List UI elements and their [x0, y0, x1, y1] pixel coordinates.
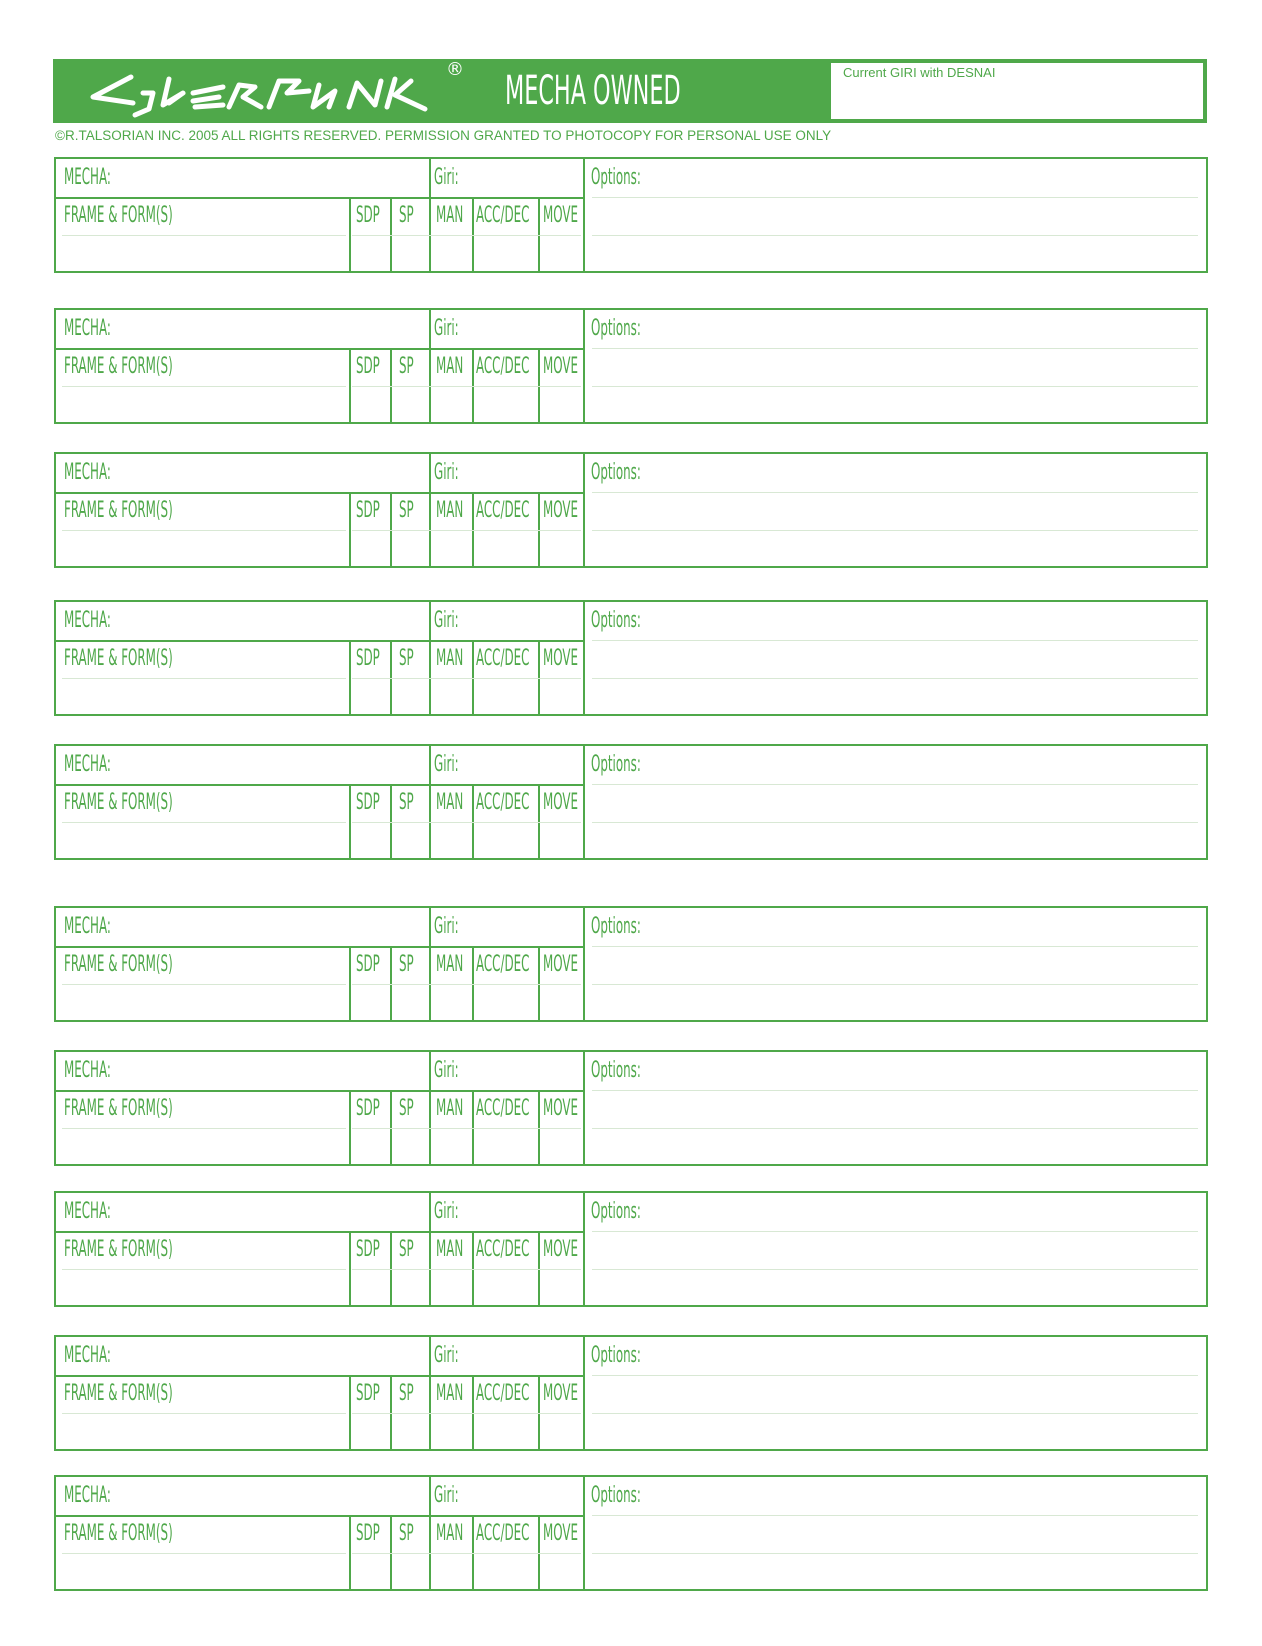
sdp-input[interactable]	[352, 824, 388, 856]
move-input[interactable]	[541, 824, 581, 856]
sp-label: SP	[399, 1237, 414, 1262]
options-label: Options:	[591, 608, 641, 633]
accdec-input[interactable]	[475, 680, 536, 712]
accdec-label: ACC/DEC	[476, 952, 530, 977]
divider-vertical	[429, 1337, 431, 1375]
move-label: MOVE	[543, 790, 578, 815]
mecha-input[interactable]	[136, 910, 426, 944]
divider-vertical	[538, 1231, 540, 1305]
divider-vertical	[472, 1375, 474, 1449]
man-input[interactable]	[432, 1415, 470, 1447]
accdec-label: ACC/DEC	[476, 1096, 530, 1121]
options-input[interactable]	[656, 748, 1202, 856]
divider-vertical	[429, 1052, 431, 1090]
mecha-label: MECHA:	[64, 460, 111, 485]
writing-line	[352, 984, 581, 985]
move-input[interactable]	[541, 237, 581, 269]
divider-horizontal	[56, 197, 583, 199]
sp-input[interactable]	[393, 1271, 427, 1303]
divider-vertical	[538, 946, 540, 1020]
mecha-block	[54, 452, 1208, 568]
options-label: Options:	[591, 914, 641, 939]
options-label: Options:	[591, 1058, 641, 1083]
writing-line	[352, 1413, 581, 1414]
sp-label: SP	[399, 1521, 414, 1546]
page-title: MECHA OWNED	[505, 68, 681, 114]
frame-form-input[interactable]	[60, 388, 346, 420]
sp-label: SP	[399, 790, 414, 815]
divider-vertical	[472, 348, 474, 422]
mecha-block	[54, 157, 1208, 273]
divider-vertical	[472, 784, 474, 858]
man-input[interactable]	[432, 986, 470, 1018]
mecha-label: MECHA:	[64, 1343, 111, 1368]
man-label: MAN	[436, 354, 464, 379]
frame-form-label: FRAME & FORM(S)	[64, 1521, 173, 1546]
writing-line	[62, 386, 346, 387]
mecha-label: MECHA:	[64, 1483, 111, 1508]
divider-horizontal	[56, 1231, 583, 1233]
mecha-label: MECHA:	[64, 1058, 111, 1083]
frame-form-label: FRAME & FORM(S)	[64, 1381, 173, 1406]
man-label: MAN	[436, 646, 464, 671]
divider-vertical	[349, 197, 351, 271]
options-label: Options:	[591, 1483, 641, 1508]
move-label: MOVE	[543, 1381, 578, 1406]
divider-vertical	[583, 310, 585, 422]
writing-line	[62, 1553, 346, 1554]
man-label: MAN	[436, 498, 464, 523]
sp-label: SP	[399, 1381, 414, 1406]
sp-input[interactable]	[393, 680, 427, 712]
man-input[interactable]	[432, 1130, 470, 1162]
divider-vertical	[472, 946, 474, 1020]
giri-label: Giri:	[434, 1199, 459, 1224]
man-label: MAN	[436, 1237, 464, 1262]
divider-vertical	[538, 492, 540, 566]
divider-vertical	[349, 492, 351, 566]
move-label: MOVE	[543, 952, 578, 977]
divider-vertical	[429, 1375, 431, 1449]
divider-vertical	[349, 1231, 351, 1305]
frame-form-input[interactable]	[60, 1271, 346, 1303]
mecha-block	[54, 1335, 1208, 1451]
divider-horizontal	[56, 1090, 583, 1092]
sp-label: SP	[399, 354, 414, 379]
move-label: MOVE	[543, 1096, 578, 1121]
mecha-input[interactable]	[136, 456, 426, 490]
sdp-input[interactable]	[352, 532, 388, 564]
accdec-input[interactable]	[475, 986, 536, 1018]
writing-line	[352, 530, 581, 531]
move-input[interactable]	[541, 388, 581, 420]
divider-vertical	[583, 1052, 585, 1164]
accdec-input[interactable]	[475, 1271, 536, 1303]
copyright-notice: ©R.TALSORIAN INC. 2005 ALL RIGHTS RESERVED. PERMISSION GRANTED TO PHOTOCOPY FOR PERSONAL USE ONLY	[55, 128, 832, 143]
divider-horizontal	[56, 1375, 583, 1377]
options-input[interactable]	[656, 161, 1202, 269]
accdec-label: ACC/DEC	[476, 1381, 530, 1406]
divider-horizontal	[56, 946, 583, 948]
sdp-label: SDP	[356, 646, 380, 671]
writing-line	[352, 235, 581, 236]
mecha-block	[54, 1191, 1208, 1307]
divider-vertical	[390, 492, 392, 566]
options-input[interactable]	[656, 910, 1202, 1018]
divider-vertical	[583, 746, 585, 858]
giri-label: Giri:	[434, 460, 459, 485]
mecha-label: MECHA:	[64, 914, 111, 939]
divider-vertical	[583, 159, 585, 271]
divider-vertical	[349, 784, 351, 858]
options-input[interactable]	[656, 1339, 1202, 1447]
accdec-label: ACC/DEC	[476, 1237, 530, 1262]
sdp-label: SDP	[356, 790, 380, 815]
sdp-input[interactable]	[352, 1130, 388, 1162]
sp-label: SP	[399, 1096, 414, 1121]
mecha-block	[54, 600, 1208, 716]
giri-label: Giri:	[434, 752, 459, 777]
options-input[interactable]	[656, 1479, 1202, 1587]
giri-label: Giri:	[434, 608, 459, 633]
cyberpunk-logo	[73, 63, 473, 119]
accdec-label: ACC/DEC	[476, 646, 530, 671]
mecha-block	[54, 744, 1208, 860]
giri-label: Giri:	[434, 1343, 459, 1368]
mecha-block	[54, 906, 1208, 1022]
accdec-label: ACC/DEC	[476, 1521, 530, 1546]
divider-vertical	[349, 640, 351, 714]
writing-line	[62, 235, 346, 236]
frame-form-label: FRAME & FORM(S)	[64, 203, 173, 228]
accdec-input[interactable]	[475, 237, 536, 269]
giri-label: Giri:	[434, 914, 459, 939]
sp-input[interactable]	[393, 237, 427, 269]
divider-vertical	[429, 946, 431, 1020]
divider-vertical	[429, 602, 431, 640]
divider-vertical	[390, 1090, 392, 1164]
divider-vertical	[583, 908, 585, 1020]
divider-vertical	[390, 1515, 392, 1589]
divider-vertical	[472, 1515, 474, 1589]
move-input[interactable]	[541, 532, 581, 564]
divider-vertical	[429, 454, 431, 492]
divider-vertical	[429, 1193, 431, 1231]
man-label: MAN	[436, 952, 464, 977]
options-label: Options:	[591, 1343, 641, 1368]
move-label: MOVE	[543, 646, 578, 671]
divider-vertical	[583, 1337, 585, 1449]
mecha-block	[54, 1050, 1208, 1166]
giri-input[interactable]	[466, 312, 580, 346]
giri-input[interactable]	[466, 910, 580, 944]
options-label: Options:	[591, 1199, 641, 1224]
divider-vertical	[538, 784, 540, 858]
divider-vertical	[349, 1090, 351, 1164]
giri-input[interactable]	[466, 748, 580, 782]
divider-vertical	[429, 908, 431, 946]
giri-input[interactable]	[466, 456, 580, 490]
divider-vertical	[349, 348, 351, 422]
move-label: MOVE	[543, 1521, 578, 1546]
header-banner	[53, 59, 1207, 123]
sdp-label: SDP	[356, 1521, 380, 1546]
sdp-input[interactable]	[352, 237, 388, 269]
divider-vertical	[538, 1515, 540, 1589]
divider-vertical	[538, 197, 540, 271]
divider-vertical	[429, 1477, 431, 1515]
options-input[interactable]	[656, 1195, 1202, 1303]
writing-line	[352, 678, 581, 679]
registered-mark: ®	[446, 59, 464, 80]
frame-form-label: FRAME & FORM(S)	[64, 952, 173, 977]
man-label: MAN	[436, 1521, 464, 1546]
divider-horizontal	[56, 492, 583, 494]
mecha-input[interactable]	[136, 161, 426, 195]
mecha-input[interactable]	[136, 604, 426, 638]
divider-vertical	[390, 784, 392, 858]
giri-input[interactable]	[466, 604, 580, 638]
man-input[interactable]	[432, 680, 470, 712]
accdec-label: ACC/DEC	[476, 498, 530, 523]
writing-line	[352, 822, 581, 823]
divider-vertical	[583, 602, 585, 714]
divider-vertical	[472, 1090, 474, 1164]
divider-horizontal	[56, 348, 583, 350]
options-label: Options:	[591, 460, 641, 485]
sdp-label: SDP	[356, 498, 380, 523]
sp-input[interactable]	[393, 388, 427, 420]
sdp-input[interactable]	[352, 388, 388, 420]
man-input[interactable]	[432, 1271, 470, 1303]
move-label: MOVE	[543, 203, 578, 228]
move-label: MOVE	[543, 498, 578, 523]
divider-vertical	[429, 159, 431, 197]
sp-label: SP	[399, 952, 414, 977]
writing-line	[352, 386, 581, 387]
accdec-input[interactable]	[475, 1130, 536, 1162]
divider-vertical	[429, 1515, 431, 1589]
divider-vertical	[429, 310, 431, 348]
options-label: Options:	[591, 165, 641, 190]
writing-line	[352, 1269, 581, 1270]
mecha-label: MECHA:	[64, 165, 111, 190]
giri-label: Giri:	[434, 165, 459, 190]
divider-vertical	[429, 1231, 431, 1305]
divider-vertical	[390, 946, 392, 1020]
writing-line	[62, 1269, 346, 1270]
divider-vertical	[349, 1515, 351, 1589]
accdec-label: ACC/DEC	[476, 354, 530, 379]
sp-input[interactable]	[393, 986, 427, 1018]
mecha-input[interactable]	[136, 312, 426, 346]
sdp-input[interactable]	[352, 986, 388, 1018]
divider-vertical	[390, 640, 392, 714]
frame-form-label: FRAME & FORM(S)	[64, 1096, 173, 1121]
divider-vertical	[472, 640, 474, 714]
current-giri-field[interactable]	[831, 63, 1203, 119]
move-input[interactable]	[541, 986, 581, 1018]
mecha-input[interactable]	[136, 748, 426, 782]
accdec-input[interactable]	[475, 1415, 536, 1447]
sp-input[interactable]	[393, 1555, 427, 1587]
writing-line	[352, 1128, 581, 1129]
sp-input[interactable]	[393, 1130, 427, 1162]
divider-vertical	[472, 197, 474, 271]
giri-input[interactable]	[466, 161, 580, 195]
divider-vertical	[390, 1375, 392, 1449]
man-label: MAN	[436, 1096, 464, 1121]
divider-horizontal	[56, 1515, 583, 1517]
sdp-label: SDP	[356, 1237, 380, 1262]
mecha-label: MECHA:	[64, 752, 111, 777]
accdec-label: ACC/DEC	[476, 790, 530, 815]
man-label: MAN	[436, 203, 464, 228]
divider-vertical	[429, 492, 431, 566]
divider-vertical	[583, 454, 585, 566]
mecha-block	[54, 1475, 1208, 1591]
sdp-label: SDP	[356, 354, 380, 379]
divider-vertical	[390, 1231, 392, 1305]
sdp-input[interactable]	[352, 1271, 388, 1303]
divider-vertical	[390, 197, 392, 271]
mecha-label: MECHA:	[64, 1199, 111, 1224]
mecha-input[interactable]	[136, 1195, 426, 1229]
accdec-input[interactable]	[475, 388, 536, 420]
frame-form-label: FRAME & FORM(S)	[64, 498, 173, 523]
writing-line	[62, 678, 346, 679]
divider-vertical	[429, 1090, 431, 1164]
frame-form-input[interactable]	[60, 680, 346, 712]
sdp-label: SDP	[356, 1381, 380, 1406]
move-input[interactable]	[541, 680, 581, 712]
current-giri-label: Current GIRI with DESNAI	[843, 65, 996, 80]
move-input[interactable]	[541, 1555, 581, 1587]
divider-vertical	[472, 492, 474, 566]
man-input[interactable]	[432, 388, 470, 420]
frame-form-input[interactable]	[60, 986, 346, 1018]
options-input[interactable]	[656, 456, 1202, 564]
mecha-block	[54, 308, 1208, 424]
sdp-label: SDP	[356, 1096, 380, 1121]
divider-horizontal	[56, 640, 583, 642]
accdec-input[interactable]	[475, 1555, 536, 1587]
sdp-input[interactable]	[352, 1415, 388, 1447]
divider-horizontal	[56, 784, 583, 786]
move-label: MOVE	[543, 354, 578, 379]
divider-vertical	[583, 1477, 585, 1589]
giri-label: Giri:	[434, 1058, 459, 1083]
giri-input[interactable]	[466, 1339, 580, 1373]
divider-vertical	[429, 784, 431, 858]
options-input[interactable]	[656, 1054, 1202, 1162]
divider-vertical	[472, 1231, 474, 1305]
move-input[interactable]	[541, 1130, 581, 1162]
sdp-label: SDP	[356, 203, 380, 228]
mecha-input[interactable]	[136, 1479, 426, 1513]
writing-line	[62, 1128, 346, 1129]
giri-input[interactable]	[466, 1479, 580, 1513]
frame-form-input[interactable]	[60, 532, 346, 564]
accdec-input[interactable]	[475, 824, 536, 856]
man-input[interactable]	[432, 824, 470, 856]
divider-vertical	[538, 640, 540, 714]
frame-form-label: FRAME & FORM(S)	[64, 354, 173, 379]
giri-label: Giri:	[434, 1483, 459, 1508]
writing-line	[62, 822, 346, 823]
divider-vertical	[349, 1375, 351, 1449]
accdec-label: ACC/DEC	[476, 203, 530, 228]
divider-vertical	[429, 640, 431, 714]
divider-vertical	[538, 348, 540, 422]
options-input[interactable]	[656, 312, 1202, 420]
writing-line	[62, 984, 346, 985]
man-label: MAN	[436, 790, 464, 815]
writing-line	[352, 1553, 581, 1554]
man-input[interactable]	[432, 1555, 470, 1587]
frame-form-label: FRAME & FORM(S)	[64, 646, 173, 671]
divider-vertical	[538, 1375, 540, 1449]
divider-vertical	[583, 1193, 585, 1305]
sp-label: SP	[399, 646, 414, 671]
sp-label: SP	[399, 498, 414, 523]
move-input[interactable]	[541, 1271, 581, 1303]
writing-line	[62, 1413, 346, 1414]
frame-form-label: FRAME & FORM(S)	[64, 790, 173, 815]
man-input[interactable]	[432, 237, 470, 269]
options-input[interactable]	[656, 604, 1202, 712]
frame-form-input[interactable]	[60, 824, 346, 856]
options-label: Options:	[591, 316, 641, 341]
sdp-input[interactable]	[352, 1555, 388, 1587]
man-label: MAN	[436, 1381, 464, 1406]
frame-form-input[interactable]	[60, 1415, 346, 1447]
divider-vertical	[390, 348, 392, 422]
giri-input[interactable]	[466, 1195, 580, 1229]
move-label: MOVE	[543, 1237, 578, 1262]
sp-input[interactable]	[393, 824, 427, 856]
mecha-label: MECHA:	[64, 608, 111, 633]
frame-form-input[interactable]	[60, 237, 346, 269]
frame-form-label: FRAME & FORM(S)	[64, 1237, 173, 1262]
options-label: Options:	[591, 752, 641, 777]
mecha-input[interactable]	[136, 1054, 426, 1088]
accdec-input[interactable]	[475, 532, 536, 564]
man-input[interactable]	[432, 532, 470, 564]
divider-vertical	[429, 746, 431, 784]
divider-vertical	[429, 197, 431, 271]
sdp-input[interactable]	[352, 680, 388, 712]
divider-vertical	[429, 348, 431, 422]
frame-form-input[interactable]	[60, 1130, 346, 1162]
divider-vertical	[538, 1090, 540, 1164]
move-input[interactable]	[541, 1415, 581, 1447]
mecha-input[interactable]	[136, 1339, 426, 1373]
frame-form-input[interactable]	[60, 1555, 346, 1587]
divider-vertical	[349, 946, 351, 1020]
sp-input[interactable]	[393, 1415, 427, 1447]
sp-input[interactable]	[393, 532, 427, 564]
sdp-label: SDP	[356, 952, 380, 977]
giri-label: Giri:	[434, 316, 459, 341]
giri-input[interactable]	[466, 1054, 580, 1088]
mecha-label: MECHA:	[64, 316, 111, 341]
writing-line	[62, 530, 346, 531]
sp-label: SP	[399, 203, 414, 228]
